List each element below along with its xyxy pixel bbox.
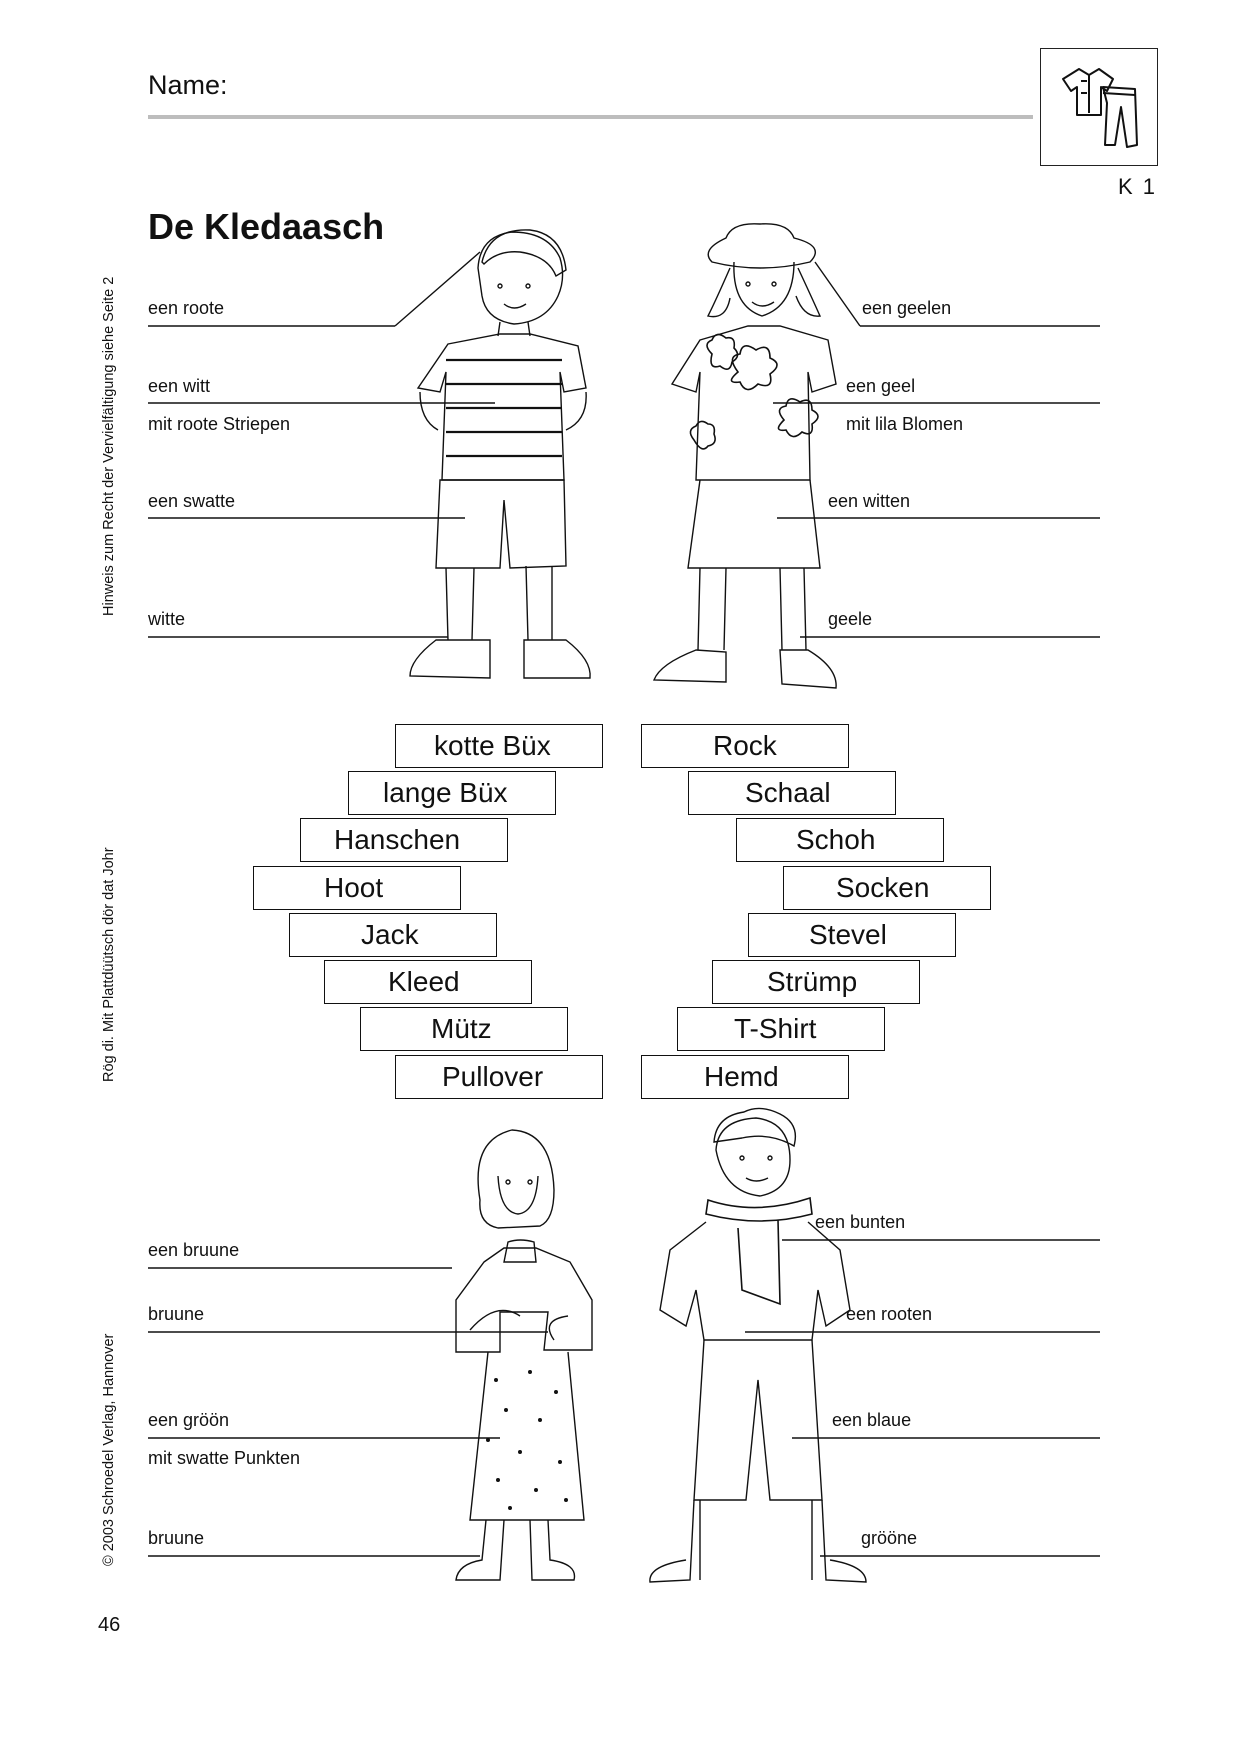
page-title: De Kledaasch: [148, 206, 385, 247]
label-boy-bottom-trousers: een blaue: [832, 1410, 912, 1430]
girl-figure-top: [654, 224, 836, 688]
side-note-publisher: © 2003 Schroedel Verlag, Hannover: [101, 1333, 117, 1566]
word-card-right[interactable]: Schaal: [688, 771, 896, 815]
sheet-code: K 1: [1118, 174, 1158, 199]
word-card-left[interactable]: Pullover: [395, 1055, 603, 1099]
word-card-right[interactable]: Schoh: [736, 818, 944, 862]
label-girl-bottom-gloves: bruune: [148, 1304, 205, 1324]
word-card-left[interactable]: Hoot: [253, 866, 461, 910]
label-boy-top-shorts: een swatte: [148, 491, 236, 511]
label-girl-bottom-dress-detail: mit swatte Punkten: [148, 1448, 301, 1468]
label-girl-bottom-shoes: bruune: [148, 1528, 205, 1548]
word-card-right[interactable]: Hemd: [641, 1055, 849, 1099]
label-boy-top-shirt-detail: mit roote Striepen: [148, 414, 291, 434]
label-girl-bottom-dress: een gröön: [148, 1410, 230, 1430]
label-boy-top-shoes: witte: [148, 609, 186, 629]
word-card-right[interactable]: Socken: [783, 866, 991, 910]
boy-figure-bottom: [650, 1108, 866, 1582]
name-label: Name:: [148, 70, 228, 100]
girl-figure-bottom: [456, 1130, 592, 1580]
label-girl-top-socks: geele: [828, 609, 873, 629]
label-girl-top-skirt: een witten: [828, 491, 911, 511]
word-card-right[interactable]: Stevel: [748, 913, 956, 957]
word-card-left[interactable]: Hanschen: [300, 818, 508, 862]
label-girl-top-shirt-detail: mit lila Blomen: [846, 414, 964, 434]
label-girl-top-shirt: een geel: [846, 376, 916, 396]
label-boy-bottom-boots: grööne: [861, 1528, 918, 1548]
side-note-rights: Hinweis zum Recht der Vervielfältigung siehe Seite 2: [101, 276, 117, 616]
label-boy-bottom-scarf: een bunten: [815, 1212, 906, 1232]
word-card-left[interactable]: Jack: [289, 913, 497, 957]
word-card-left[interactable]: Mütz: [360, 1007, 568, 1051]
label-boy-top-shirt: een witt: [148, 376, 211, 396]
label-boy-bottom-sweater: een rooten: [846, 1304, 933, 1324]
boy-figure-top: [410, 230, 590, 678]
word-card-right[interactable]: Strümp: [712, 960, 920, 1004]
page-number: 46: [98, 1614, 121, 1636]
word-card-left[interactable]: lange Büx: [348, 771, 556, 815]
label-boy-top-hat: een roote: [148, 298, 225, 318]
word-card-left[interactable]: Kleed: [324, 960, 532, 1004]
word-card-left[interactable]: kotte Büx: [395, 724, 603, 768]
label-girl-top-hat: een geelen: [862, 298, 952, 318]
side-note-book: Rög di. Mit Plattdüütsch dör dat Johr: [101, 847, 117, 1082]
label-girl-bottom-jacket: een bruune: [148, 1240, 240, 1260]
word-card-right[interactable]: T-Shirt: [677, 1007, 885, 1051]
word-card-right[interactable]: Rock: [641, 724, 849, 768]
